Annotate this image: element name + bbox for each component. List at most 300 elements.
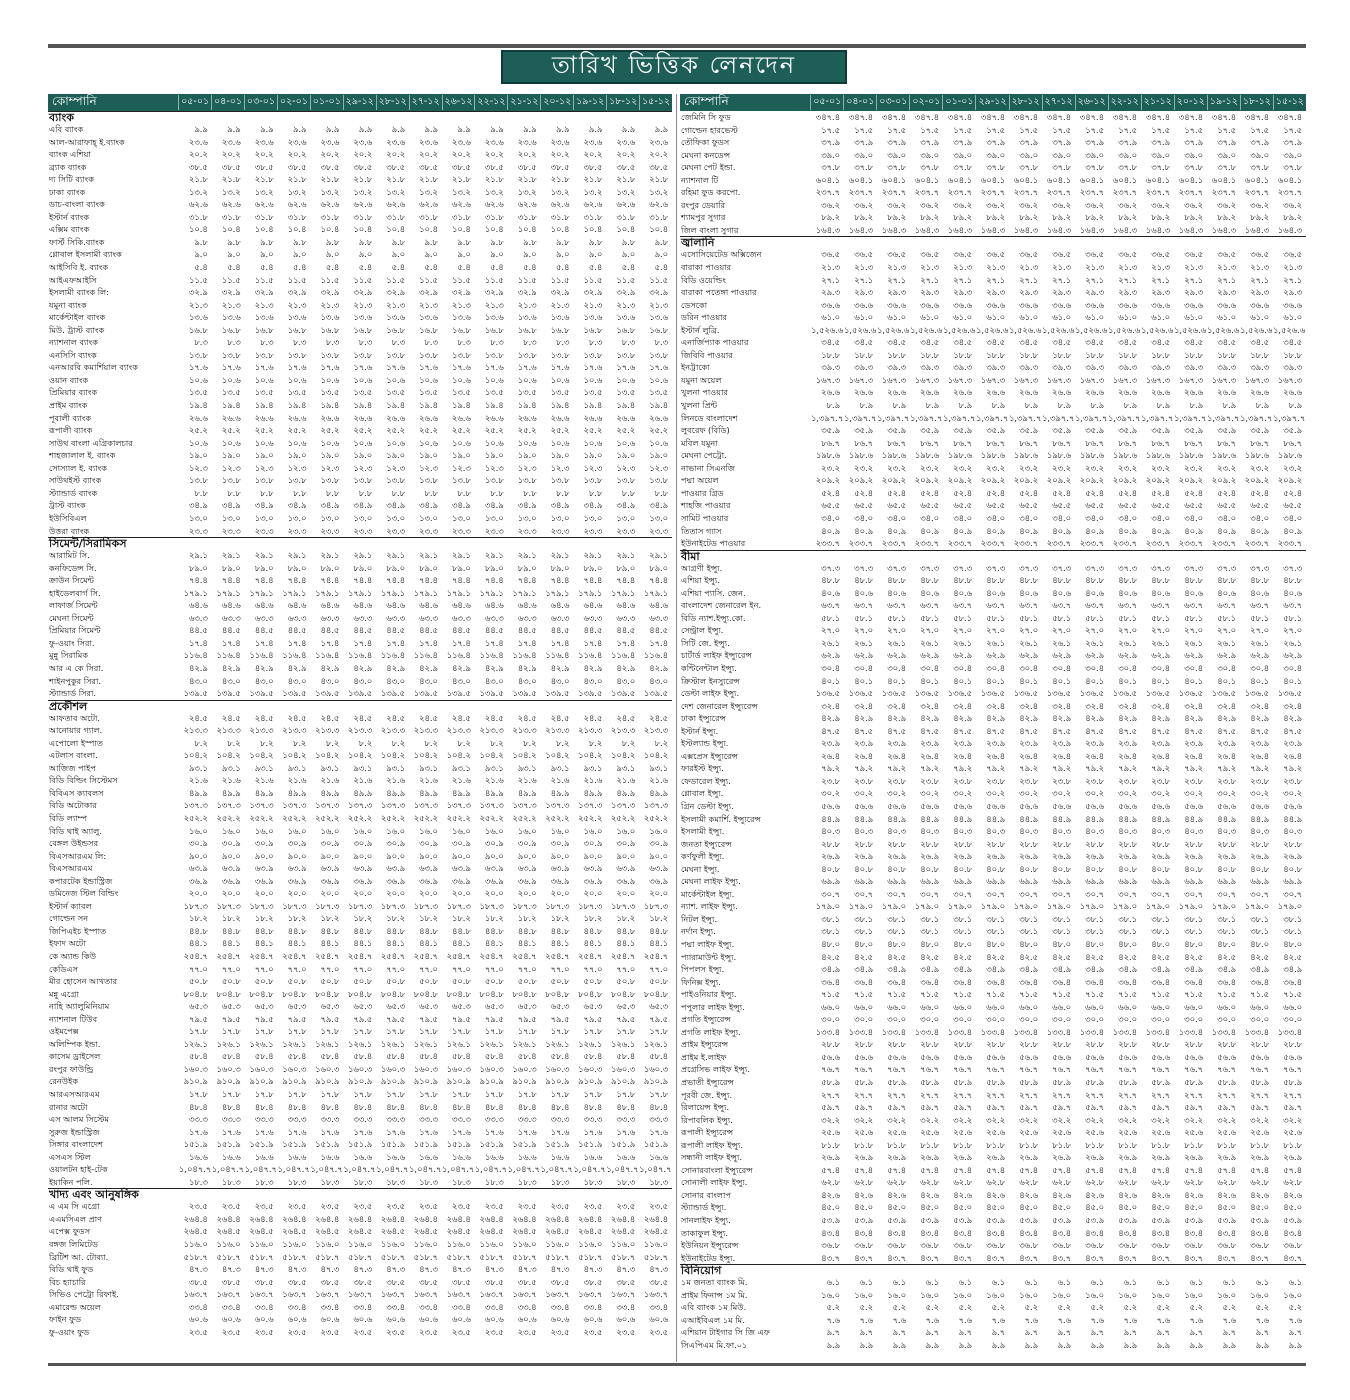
price-cell: ৩৬.৯ (517, 875, 537, 886)
price-cell: ২৭.১ (986, 274, 1005, 285)
company-name: নিটল ইন্স্যু. (681, 913, 718, 924)
price-cell: ৬৫.৫ (1250, 500, 1269, 511)
table-row (48, 1163, 672, 1176)
price-cell: ২৩৭.৭ (1211, 187, 1236, 198)
price-cell: ১০৪.২ (413, 750, 438, 761)
price-cell: ১২৬.১ (183, 1038, 208, 1049)
price-cell: ৬৩.৩ (419, 612, 438, 623)
price-cell: ২১৩.৩ (249, 725, 274, 736)
price-cell: ৪২.৯ (821, 713, 840, 724)
price-cell: ৩০.২ (1085, 788, 1104, 799)
price-cell: ২১.৮ (616, 174, 636, 185)
price-cell: ১২.৩ (616, 462, 636, 473)
price-cell: ৮০৪.৮ (183, 988, 208, 999)
price-cell: ২৫২.২ (347, 812, 373, 823)
price-cell: ২৩.৫ (550, 1201, 570, 1212)
price-cell: ৬৯.৯ (1184, 876, 1203, 887)
price-cell: ১০.৬ (386, 437, 406, 448)
price-cell: ৩৭.৯ (920, 137, 939, 148)
price-cell: ১৬.৬ (320, 1151, 340, 1162)
price-cell: ৪৮.৮ (1250, 575, 1269, 586)
price-cell: ৯০.০ (616, 850, 636, 861)
company-name: মার্কেন্টাইল ইন্স্যু. (681, 888, 735, 899)
price-cell: ৪৮.৪ (550, 1101, 570, 1112)
company-name: অলিম্পিক ইন্ডা. (49, 1038, 101, 1049)
price-cell: ২৫৪.৭ (216, 951, 241, 961)
company-name: ন্যাশনাল টি (681, 174, 719, 185)
price-cell: ১০৪.২ (249, 750, 274, 761)
price-cell: ৯৩.১ (353, 762, 373, 773)
price-cell: ৩৪৭.৪ (1079, 112, 1104, 122)
price-cell: ২৬.৯ (1217, 851, 1236, 862)
price-cell: ৮০৪.৮ (610, 988, 636, 999)
price-cell: ৩৬.৫ (1184, 249, 1203, 260)
price-cell: ২১.৩ (986, 262, 1005, 273)
price-cell: ৪৮.৮ (953, 575, 972, 586)
price-cell: ৬৩.৯ (583, 863, 603, 874)
price-cell: ২১.৩ (254, 299, 274, 310)
price-cell: ২৭.১ (1217, 274, 1236, 285)
company-name: সাউথ বাংলা এগ্রিকালচার (49, 437, 133, 448)
price-cell: ৩৮.১ (986, 926, 1005, 937)
price-cell: ৭৬.৭ (1118, 1064, 1137, 1075)
price-cell: ২০৯.২ (1013, 475, 1038, 486)
price-cell: ১০৪.২ (183, 750, 208, 761)
price-cell: ৩৬.৪ (953, 976, 972, 987)
price-cell: ২৫৪.৭ (249, 951, 274, 961)
price-cell: ২৬৪.৫ (643, 1226, 669, 1237)
price-cell: ২১.৬ (386, 775, 406, 786)
table-row (680, 562, 1306, 575)
price-cell: ৩২.৪ (1217, 700, 1236, 711)
price-cell: ৯০.০ (583, 850, 603, 861)
price-cell: ৫৮.৯ (854, 1077, 873, 1088)
company-name: স্ট্যান্ডার্ড ইন্স্যু. (681, 1202, 727, 1213)
price-cell: ১২৬.১ (216, 1038, 241, 1049)
price-cell: ৭৪.৪ (616, 575, 636, 586)
price-cell: ৫৮.৪ (287, 1051, 307, 1062)
company-name: জনতা ইন্স্যুরেন্স (681, 838, 732, 849)
price-cell: ২৬৪.৫ (610, 1226, 636, 1237)
price-cell: ১৭.৪ (583, 637, 603, 648)
company-name: রংপুর ফাউন্ড্রি (49, 1063, 94, 1074)
price-cell: ১৭৯.১ (183, 587, 208, 598)
price-cell: ৬২.৮ (1151, 1177, 1170, 1188)
price-cell: ৬৫.৩ (484, 1001, 504, 1012)
price-cell: ১৬.৬ (484, 1151, 504, 1162)
price-cell: ৪২.৬ (986, 1189, 1005, 1200)
price-cell: ৭৯.২ (1283, 763, 1302, 774)
price-cell: ১৬.০ (254, 825, 274, 836)
price-cell: ৬২.৮ (1118, 1177, 1137, 1188)
price-cell: ৩৬.৬ (1118, 299, 1137, 310)
price-cell: ১৩.২ (254, 186, 274, 197)
price-cell: ২৩৭.৭ (815, 187, 840, 198)
price-cell: ৩৪.০ (887, 512, 906, 523)
price-cell: ২০.২ (616, 149, 636, 160)
price-cell: ৪৪.৫ (583, 625, 603, 636)
price-cell: ৯.৯ (293, 124, 307, 134)
price-cell: ৭৯.২ (1019, 763, 1038, 774)
price-cell: ৩৪.৯ (986, 964, 1005, 975)
price-cell: ৮১.৮ (1085, 1139, 1104, 1150)
price-cell: ৩০.৪ (1019, 662, 1038, 673)
price-cell: ৩৭.৩ (1217, 562, 1236, 573)
price-cell: ৩০.২ (920, 788, 939, 799)
price-cell: ৫৯.৭ (854, 1102, 873, 1113)
price-cell: ২৩.৮ (1250, 775, 1269, 786)
price-cell: ৭৯.২ (1250, 763, 1269, 774)
price-cell: ১,৩৯৭.৭ (1042, 412, 1075, 423)
price-cell: ১৮৭.৩ (380, 900, 406, 911)
price-cell: ১৮.৮ (887, 349, 906, 360)
price-cell: ১৩.৮ (353, 349, 373, 360)
price-cell: ৪০.১ (821, 675, 840, 686)
price-cell: ১৮৭.৩ (643, 900, 669, 911)
price-cell: ৪২.৯ (451, 662, 471, 673)
table-row (48, 1038, 672, 1051)
price-cell: ৪৮.৮ (1118, 575, 1137, 586)
price-cell: ৫১৮.৭ (578, 1251, 603, 1262)
company-name: রিপাবলিক ইন্স্যু. (681, 1114, 733, 1125)
company-name: আরএসআরএম (49, 1089, 100, 1100)
date-column-header: ১৯-১২ (573, 95, 606, 110)
price-cell: ৭৯.৫ (386, 1013, 406, 1024)
price-cell: ৩৭.৩ (1283, 562, 1302, 573)
price-cell: ১৬৭.৩ (980, 374, 1005, 385)
price-cell: ১৮৭.৩ (216, 900, 241, 911)
price-cell: ২০৯.২ (914, 475, 939, 486)
price-cell: ১৩.৮ (451, 349, 471, 360)
price-cell: ৪২.৬ (1217, 1189, 1236, 1200)
price-cell: ১১৬.৪ (347, 650, 373, 661)
price-cell: ৫৬.৬ (1019, 800, 1038, 811)
price-cell: ১৩.৬ (649, 312, 669, 323)
price-cell: ২০.২ (221, 149, 241, 160)
company-name: ক্রাউন সিমেন্ট (49, 575, 95, 586)
company-name: মার্কেন্টাইল ব্যাংক (49, 312, 106, 323)
price-cell: ১৯.৪ (419, 400, 438, 411)
price-cell: ২৯.৩ (1052, 287, 1071, 298)
price-cell: ৩০.৭ (920, 888, 939, 899)
table-row (48, 474, 672, 487)
price-cell: ২৮.৮ (1019, 838, 1038, 849)
price-cell: ৪২.৫ (1118, 951, 1137, 962)
price-cell: ৩৩.৪ (221, 1301, 241, 1312)
price-cell: ৯.৭ (1189, 1327, 1203, 1338)
company-name: পদ্মা অয়েল (681, 475, 719, 486)
price-cell: ৬৩.৭ (1151, 600, 1170, 611)
company-name: রূপালী লাইফ ইন্স্যু. (681, 1139, 743, 1150)
price-cell: ৪৭.৫ (1283, 725, 1302, 736)
price-cell: ৬৩.৯ (320, 863, 340, 874)
price-cell: ৩৪৭.৪ (947, 112, 972, 122)
price-cell: ৫২.৪ (1118, 487, 1137, 498)
price-cell: ৩২.৯ (484, 287, 504, 298)
price-cell: ৩৬.৮ (1250, 1240, 1269, 1251)
price-cell: ১১৬.০ (315, 1239, 340, 1250)
price-cell: ৫৩.৯ (1151, 1215, 1170, 1226)
company-name: পূবালী ব্যাংক (49, 412, 92, 423)
table-row (680, 1314, 1306, 1327)
price-cell: ৩৮.১ (1217, 913, 1236, 924)
company-name: উত্তরা ব্যাংক (49, 525, 90, 536)
price-cell: ২৬.৬ (1118, 387, 1137, 398)
price-cell: ২৩.৫ (451, 1201, 471, 1212)
price-cell: ২৮.৮ (1184, 1039, 1203, 1050)
price-cell: ৬২.৯ (920, 650, 939, 661)
price-cell: ১৩৭.৩ (446, 800, 471, 811)
price-cell: ৮৯.২ (1184, 212, 1203, 223)
price-cell: ৪০.৮ (920, 863, 939, 874)
price-cell: ২৩.৫ (386, 1326, 406, 1337)
price-cell: ৪০.৬ (854, 587, 873, 598)
price-cell: ৪০.৬ (821, 587, 840, 598)
price-cell: ৫.৪ (457, 262, 471, 273)
price-cell: ৫৬.৬ (887, 800, 906, 811)
table-row (680, 925, 1306, 938)
price-cell: ৫১৮.৭ (249, 1251, 274, 1262)
table-row (680, 111, 1306, 124)
price-cell: ২১.৮ (550, 174, 570, 185)
price-cell: ৫৩.৯ (953, 1215, 972, 1226)
price-cell: ২৩.৫ (419, 1201, 438, 1212)
price-cell: ২৭.৭ (1184, 1089, 1203, 1100)
table-row (680, 675, 1306, 688)
price-cell: ৭১.৫ (1250, 989, 1269, 1000)
price-cell: ৯০.০ (386, 850, 406, 861)
date-column-header: ০৫-০১ (810, 95, 843, 110)
price-cell: ৬৬.০ (1085, 1001, 1104, 1012)
price-cell: ৯.৯ (391, 124, 406, 134)
price-cell: ৮৬.৭ (854, 437, 873, 448)
price-cell: ৪৪.৮ (484, 925, 504, 936)
price-cell: ৩০.০ (1019, 1014, 1038, 1025)
price-cell: ৭৪.৪ (649, 575, 669, 586)
table-row (680, 599, 1306, 612)
price-cell: ১৩.৫ (188, 387, 208, 398)
price-cell: ১৩.৬ (320, 312, 340, 323)
price-cell: ৪০.৮ (1250, 863, 1269, 874)
price-cell: ২৩৭.৭ (1046, 187, 1071, 198)
price-cell: ৯.০ (588, 249, 603, 260)
company-name: লিনডে বাংলাদেশ (681, 412, 738, 423)
table-row (680, 1289, 1306, 1302)
company-name: বারাকা পাওয়ার (681, 262, 732, 273)
right-table (680, 94, 1306, 1362)
table-row (48, 774, 672, 787)
table-row (680, 637, 1306, 650)
price-cell: ১০.৬ (353, 437, 373, 448)
price-cell: ১৫১.৯ (643, 1139, 669, 1150)
price-cell: ২০.২ (550, 149, 570, 160)
price-cell: ১৩.৫ (287, 387, 307, 398)
price-cell: ১৬.০ (1019, 1289, 1038, 1300)
price-cell: ৮.৯ (1090, 400, 1104, 411)
price-cell: ৩৬.৮ (953, 1240, 972, 1251)
price-cell: ১৬৪.৩ (848, 224, 873, 235)
price-cell: ৪২.৯ (1118, 713, 1137, 724)
price-cell: ৫.৪ (260, 262, 274, 273)
price-cell: ২৫৪.৭ (512, 951, 537, 961)
price-cell: ৪৮.৪ (484, 1101, 504, 1112)
price-cell: ৪৪.৮ (583, 925, 603, 936)
price-cell: ৮৯.২ (1151, 212, 1170, 223)
price-cell: ৭৪.৪ (583, 575, 603, 586)
price-cell: ৮৯.০ (386, 562, 406, 573)
price-cell: ৫৩.৯ (1184, 1215, 1203, 1226)
price-cell: ৬৪.৬ (221, 600, 241, 611)
price-cell: ৩৮.১ (887, 913, 906, 924)
price-cell: ২৭.১ (1118, 274, 1137, 285)
price-cell: ৪৩.০ (517, 675, 537, 686)
company-name: লাফার্জ সিমেন্ট (49, 600, 98, 611)
price-cell: ২৪.৫ (649, 712, 669, 723)
table-row (48, 1251, 672, 1264)
price-cell: ১৭.৬ (287, 362, 307, 373)
price-cell: ৯.৮ (293, 236, 307, 247)
price-cell: ২৩.৯ (854, 738, 873, 749)
price-cell: ৪৪.১ (320, 938, 340, 949)
price-cell: ৫০.৮ (188, 976, 208, 987)
company-name: প্রাইম ই.লাইফ (681, 1051, 727, 1062)
price-cell: ১৭.৬ (550, 1126, 570, 1137)
price-cell: ১১.৫ (419, 274, 438, 285)
price-cell: ৭৯.৫ (221, 1013, 241, 1024)
price-cell: ২৯.৩ (887, 287, 906, 298)
price-cell: ১৩৩.৪ (815, 1026, 840, 1037)
price-cell: ১,৩৯৭.৭ (1273, 412, 1306, 423)
price-cell: ১৭৯.০ (947, 901, 972, 912)
price-cell: ৯০.০ (649, 850, 669, 861)
price-cell: ৩৭.৩ (1151, 562, 1170, 573)
price-cell: ১,৫২৬.৬ (943, 324, 976, 335)
price-cell: ৬০৪.১ (1178, 174, 1203, 185)
company-name: বিডি থাই ফুড (49, 1264, 94, 1275)
price-cell: ৪২.৫ (1151, 951, 1170, 962)
price-cell: ১৬.০ (188, 825, 208, 836)
table-row (48, 1088, 672, 1101)
table-row (48, 136, 672, 149)
price-cell: ৩১.৮ (353, 211, 373, 222)
price-cell: ৪৫.০ (1118, 1202, 1137, 1213)
price-cell: ৬০.৬ (254, 1314, 274, 1325)
price-cell: ৮৯.০ (583, 562, 603, 573)
price-cell: ১৩৩.৪ (1211, 1026, 1236, 1037)
price-cell: ৮.২ (654, 737, 669, 748)
price-cell: ১৬.৬ (353, 1151, 373, 1162)
price-cell: ১০.৪ (353, 224, 373, 235)
price-cell: ৩৯.৩ (1217, 362, 1236, 373)
price-cell: ৫৮.৪ (649, 1051, 669, 1062)
price-cell: ৮৬.৭ (1184, 437, 1203, 448)
price-cell: ৬০.৬ (517, 1314, 537, 1325)
price-cell: ৩৯.৩ (1019, 362, 1038, 373)
price-cell: ৬৪.৬ (320, 600, 340, 611)
price-cell: ৬৫.৫ (1184, 500, 1203, 511)
price-cell: ২৬.৯ (1151, 851, 1170, 862)
price-cell: ৬৩.৩ (451, 612, 471, 623)
price-cell: ৩৭.৮ (986, 162, 1005, 173)
price-cell: ১০.৬ (583, 437, 603, 448)
price-cell: ২১.৩ (953, 262, 972, 273)
price-cell: ৪৫.০ (821, 1202, 840, 1213)
price-cell: ৪৭.৩ (353, 1264, 373, 1275)
price-cell: ১৩৭.৩ (347, 800, 373, 811)
price-cell: ১৮.৮ (1250, 349, 1269, 360)
price-cell: ৪০.৯ (887, 525, 906, 536)
company-name: সিঙ্গার বাংলাদেশ (49, 1139, 104, 1150)
price-cell: ৪৭.৫ (887, 725, 906, 736)
price-cell: ৮৯.০ (451, 562, 471, 573)
table-row (48, 599, 672, 612)
price-cell: ২৬.১ (1283, 637, 1302, 648)
price-cell: ৪২.৯ (583, 662, 603, 673)
company-name: আরামিট সি. (49, 550, 90, 561)
price-cell: ১৭৯.১ (413, 587, 438, 598)
table-row (680, 1051, 1306, 1064)
price-cell: ১০.৬ (484, 374, 504, 385)
price-cell: ৭৭.০ (484, 963, 504, 974)
price-cell: ৫১৮.৭ (380, 1251, 406, 1262)
price-cell: ১৮.৩ (353, 1176, 373, 1187)
company-name: বিচ হ্যাচারি (49, 1276, 86, 1287)
price-cell: ৩৪.০ (1151, 512, 1170, 523)
table-row (48, 1313, 672, 1326)
price-cell: ৩১.৮ (221, 211, 241, 222)
date-column-header: ১৮-১২ (1240, 95, 1273, 110)
price-cell: ৪৮.০ (1250, 939, 1269, 949)
price-cell: ১৭.৬ (221, 362, 241, 373)
price-cell: ১৭.৬ (550, 362, 570, 373)
price-cell: ২৭.০ (1019, 625, 1038, 636)
price-cell: ২০.২ (517, 149, 537, 160)
price-cell: ১৮.৩ (484, 1176, 504, 1187)
price-cell: ১৩৩.৪ (947, 1026, 972, 1037)
price-cell: ১৩৩.৪ (1244, 1026, 1269, 1037)
price-cell: ১,০৪৭.৭ (474, 1164, 508, 1175)
price-cell: ১৯.০ (188, 450, 208, 461)
price-cell: ৮.২ (358, 737, 373, 748)
price-cell: ৩২.২ (821, 1114, 840, 1125)
price-cell: ১,৫২৬.৬ (844, 324, 877, 335)
price-cell: ২০.০ (649, 888, 669, 899)
company-name: মন্নু এগ্রো (49, 988, 79, 999)
table-row (48, 637, 672, 650)
price-cell: ৩৬.৪ (986, 976, 1005, 987)
price-cell: ৪৯.৯ (452, 787, 471, 798)
price-cell: ১,৫২৬.৬ (811, 324, 844, 335)
price-cell: ৪২.৯ (484, 662, 504, 673)
price-cell: ১৭৯.০ (914, 901, 939, 912)
price-cell: ৩৬.৬ (1184, 299, 1203, 310)
price-cell: ১৫১.৯ (216, 1139, 241, 1150)
company-name: এটলাস বাংলা. (49, 750, 98, 761)
price-cell: ১৭.৮ (254, 1089, 274, 1100)
table-row (680, 161, 1306, 174)
date-column-header: ০৩-০১ (244, 95, 277, 110)
price-cell: ৮১.৮ (1052, 1139, 1071, 1150)
price-cell: ৫.২ (1123, 1302, 1137, 1313)
company-name: জিবিবি পাওয়ার (681, 349, 733, 360)
price-cell: ১৩৩.৪ (881, 1026, 906, 1037)
price-cell: ২৭.১ (1151, 274, 1170, 285)
price-cell: ২৩.৮ (953, 775, 972, 786)
price-cell: ১,৩৯৭.৭ (877, 412, 910, 423)
price-cell: ১৬.০ (287, 825, 307, 836)
price-cell: ২৩.৮ (1085, 775, 1104, 786)
price-cell: ১৭.৮ (649, 1026, 669, 1037)
